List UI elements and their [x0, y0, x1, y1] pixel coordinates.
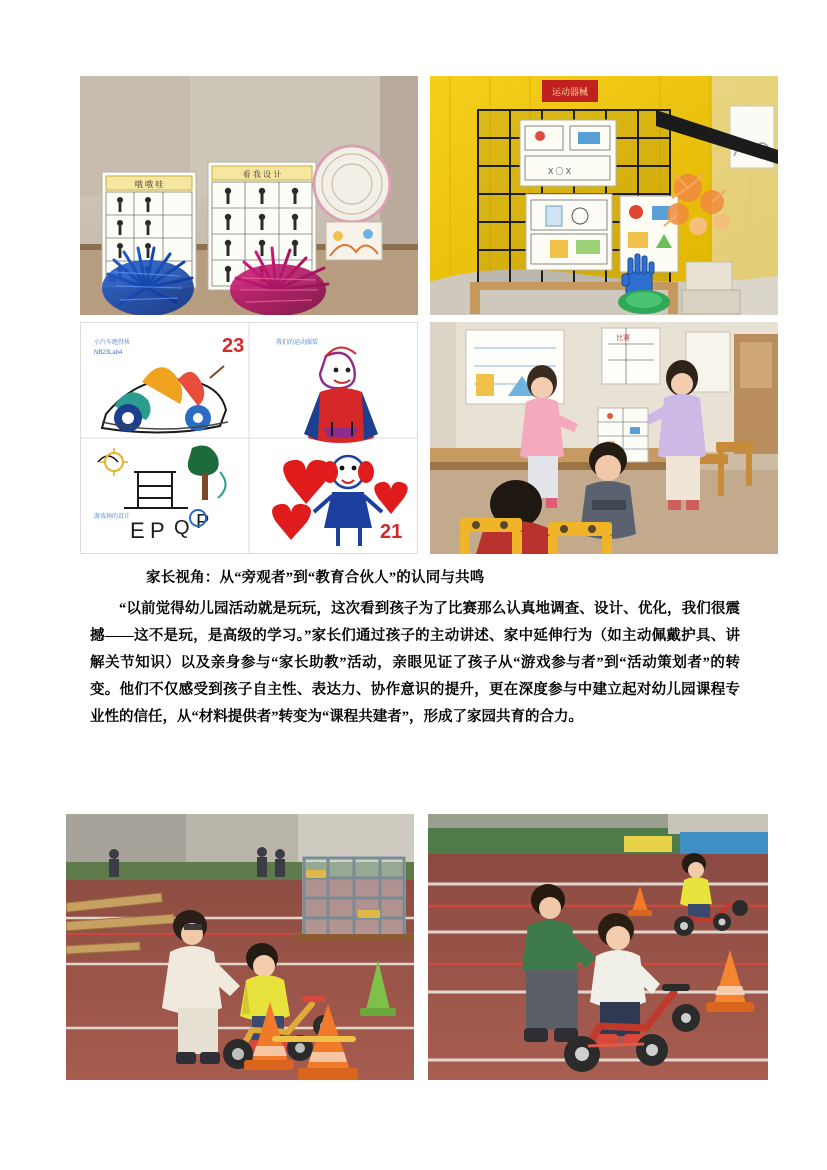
page-paragraph: “以前觉得幼儿园活动就是玩玩，这次看到孩子为了比赛那么认真地调查、设计、优化，我们很震撼——这不是玩，是高级的学习。”家长们通过孩子的主动讲述、家中延伸行为（如主动佩戴护具、讲解关节知识）以及亲身参与“家长助教”活动，亲眼见证了孩子从“游戏参与者”到“活动策划者”的转变。他们不仅感受到孩子自主性、表达力、协作意识的提升，更在深度参与中建立起对幼儿园课程专业性的信任，从“材料提供者”转变为“课程共建者”，形成了家园共育的合力。	[90, 601, 740, 725]
svg-text:游戏场的设计: 游戏场的设计	[94, 514, 131, 520]
svg-text:Q: Q	[174, 517, 190, 539]
page-heading: 家长视角：从“旁观者”到“教育合伙人”的认同与共鸣	[146, 570, 485, 586]
svg-text:23: 23	[222, 335, 245, 357]
svg-text:小汽车跑得快: 小汽车跑得快	[94, 340, 131, 346]
photo-classroom-charts-pompoms	[80, 76, 418, 315]
svg-text:我们的运动服装: 我们的运动服装	[276, 340, 319, 346]
svg-text:21: 21	[380, 521, 403, 543]
svg-text:E: E	[130, 518, 145, 543]
photo-yellow-backdrop-display-board	[430, 76, 778, 315]
svg-text:比赛: 比赛	[616, 335, 630, 342]
svg-text:运动器械: 运动器械	[551, 87, 589, 97]
svg-text:NB23Lab4: NB23Lab4	[94, 350, 123, 356]
photo-children-discussing-at-board	[430, 322, 778, 554]
svg-text:P: P	[196, 511, 210, 533]
svg-text:X 〇 X: X 〇 X	[548, 167, 572, 176]
photo-parent-child-riding-trike	[428, 814, 768, 1080]
photo-children-drawings-grid	[80, 322, 418, 554]
photo-teacher-child-trike-orange-cones	[66, 814, 414, 1080]
svg-text:哦 哦 哇: 哦 哦 哇	[134, 180, 164, 189]
svg-text:P: P	[150, 518, 165, 543]
svg-text:看 我 设 计: 看 我 设 计	[242, 170, 282, 179]
